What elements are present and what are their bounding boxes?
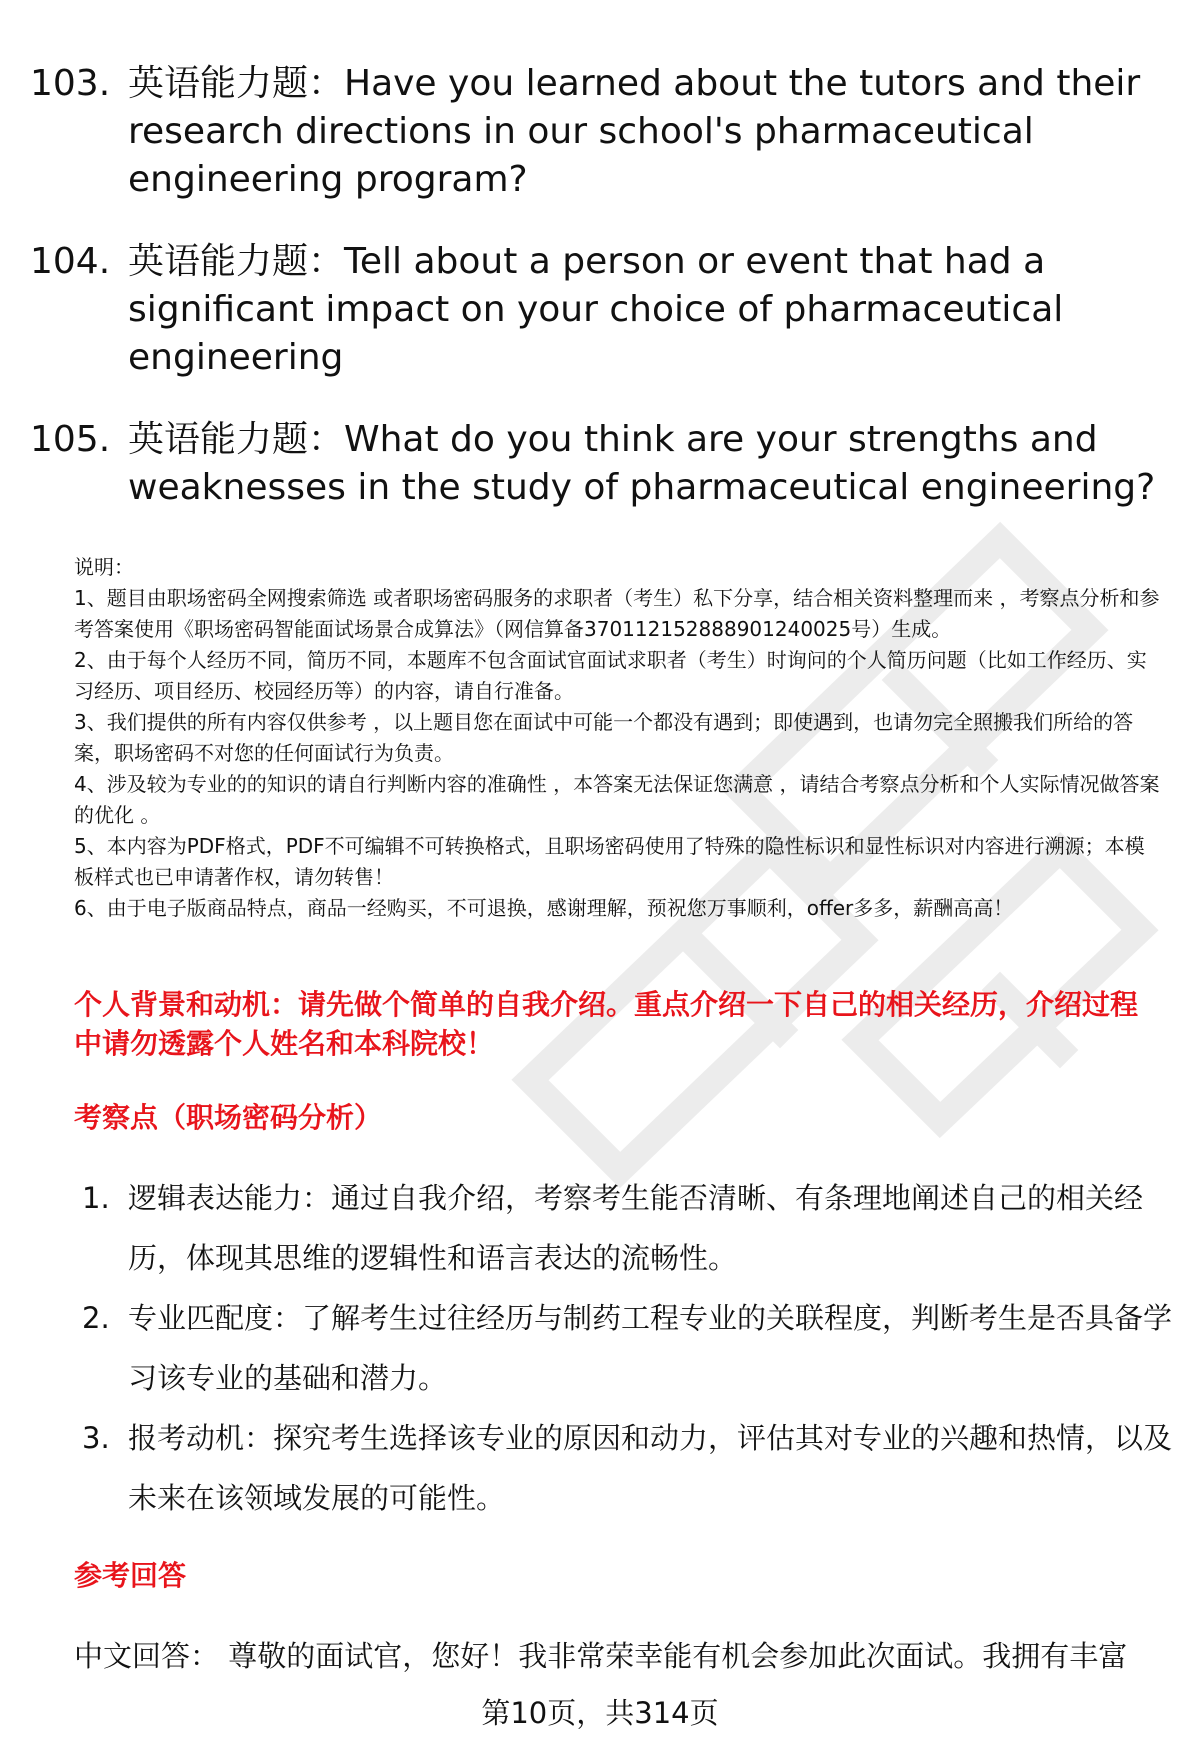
note-item: 5、本内容为PDF格式，PDF不可编辑不可转换格式，且职场密码使用了特殊的隐性标识和显性标识对内容进行溯源；本模板样式也已申请著作权，请勿转售！: [74, 834, 1145, 889]
point-number: 3.: [82, 1421, 110, 1455]
point-number: 1.: [82, 1181, 110, 1215]
point-text: 专业匹配度：了解考生过往经历与制药工程专业的关联程度，判断考生是否具备学习该专业的基础和潜力。: [128, 1301, 1173, 1395]
point-text: 报考动机：探究考生选择该专业的原因和动力，评估其对专业的兴趣和热情，以及未来在该领域发展的可能性。: [128, 1421, 1173, 1515]
analysis-title: 考察点（职场密码分析）: [74, 1101, 383, 1134]
note-item: 4、涉及较为专业的的知识的请自行判断内容的准确性 ，本答案无法保证您满意 ，请结合考察点分析和个人实际情况做答案的优化 。: [74, 772, 1160, 827]
point-text: 逻辑表达能力：通过自我介绍，考察考生能否清晰、有条理地阐述自己的相关经历，体现其思维的逻辑性和语言表达的流畅性。: [128, 1181, 1144, 1275]
question-list: [30, 60, 1170, 546]
analysis-point: [82, 1168, 1172, 1288]
question-number: 105.: [30, 419, 111, 460]
note-item: 6、由于电子版商品特点，商品一经购买，不可退换，感谢理解，预祝您万事顺利，offer多多，薪酬高高！: [74, 896, 1014, 920]
question-number: 103.: [30, 63, 111, 104]
notes-block: [74, 552, 1164, 924]
analysis-point: [82, 1288, 1172, 1408]
answer-text: 中文回答： 尊敬的面试官，您好！我非常荣幸能有机会参加此次面试。我拥有丰富: [74, 1639, 1128, 1673]
question-text: 英语能力题：Have you learned about the tutors and their research directions in our school's pharmaceutical engineering program?: [128, 63, 1141, 200]
question-item: [30, 60, 1170, 204]
question-item: [30, 416, 1170, 512]
question-number: 104.: [30, 241, 111, 282]
notes-heading: 说明：: [74, 555, 134, 579]
question-item: [30, 238, 1170, 382]
page-footer: 第10页，共314页: [481, 1696, 719, 1730]
point-number: 2.: [82, 1301, 110, 1335]
note-item: 2、由于每个人经历不同，简历不同，本题库不包含面试官面试求职者（考生）时询问的个人简历问题（比如工作经历、实习经历、项目经历、校园经历等）的内容，请自行准备。: [74, 648, 1147, 703]
question-text: 英语能力题：What do you think are your strengths and weaknesses in the study of pharmaceutical engineering?: [128, 419, 1156, 508]
note-item: 1、题目由职场密码全网搜索筛选 或者职场密码服务的求职者（考生）私下分享，结合相关资料整理而来 ，考察点分析和参考答案使用《职场密码智能面试场景合成算法》（网信算备370112152888901240025号）生成。: [74, 586, 1160, 641]
analysis-point: [82, 1408, 1172, 1528]
answer-title: 参考回答: [74, 1559, 187, 1592]
analysis-points: [82, 1168, 1172, 1528]
question-text: 英语能力题：Tell about a person or event that had a significant impact on your choice of pharmaceutical engineering: [128, 241, 1064, 378]
section-title: 个人背景和动机：请先做个简单的自我介绍。重点介绍一下自己的相关经历，介绍过程中请勿透露个人姓名和本科院校！: [74, 988, 1139, 1060]
note-item: 3、我们提供的所有内容仅供参考 ，以上题目您在面试中可能一个都没有遇到；即使遇到，也请勿完全照搬我们所给的答案，职场密码不对您的任何面试行为负责。: [74, 710, 1134, 765]
